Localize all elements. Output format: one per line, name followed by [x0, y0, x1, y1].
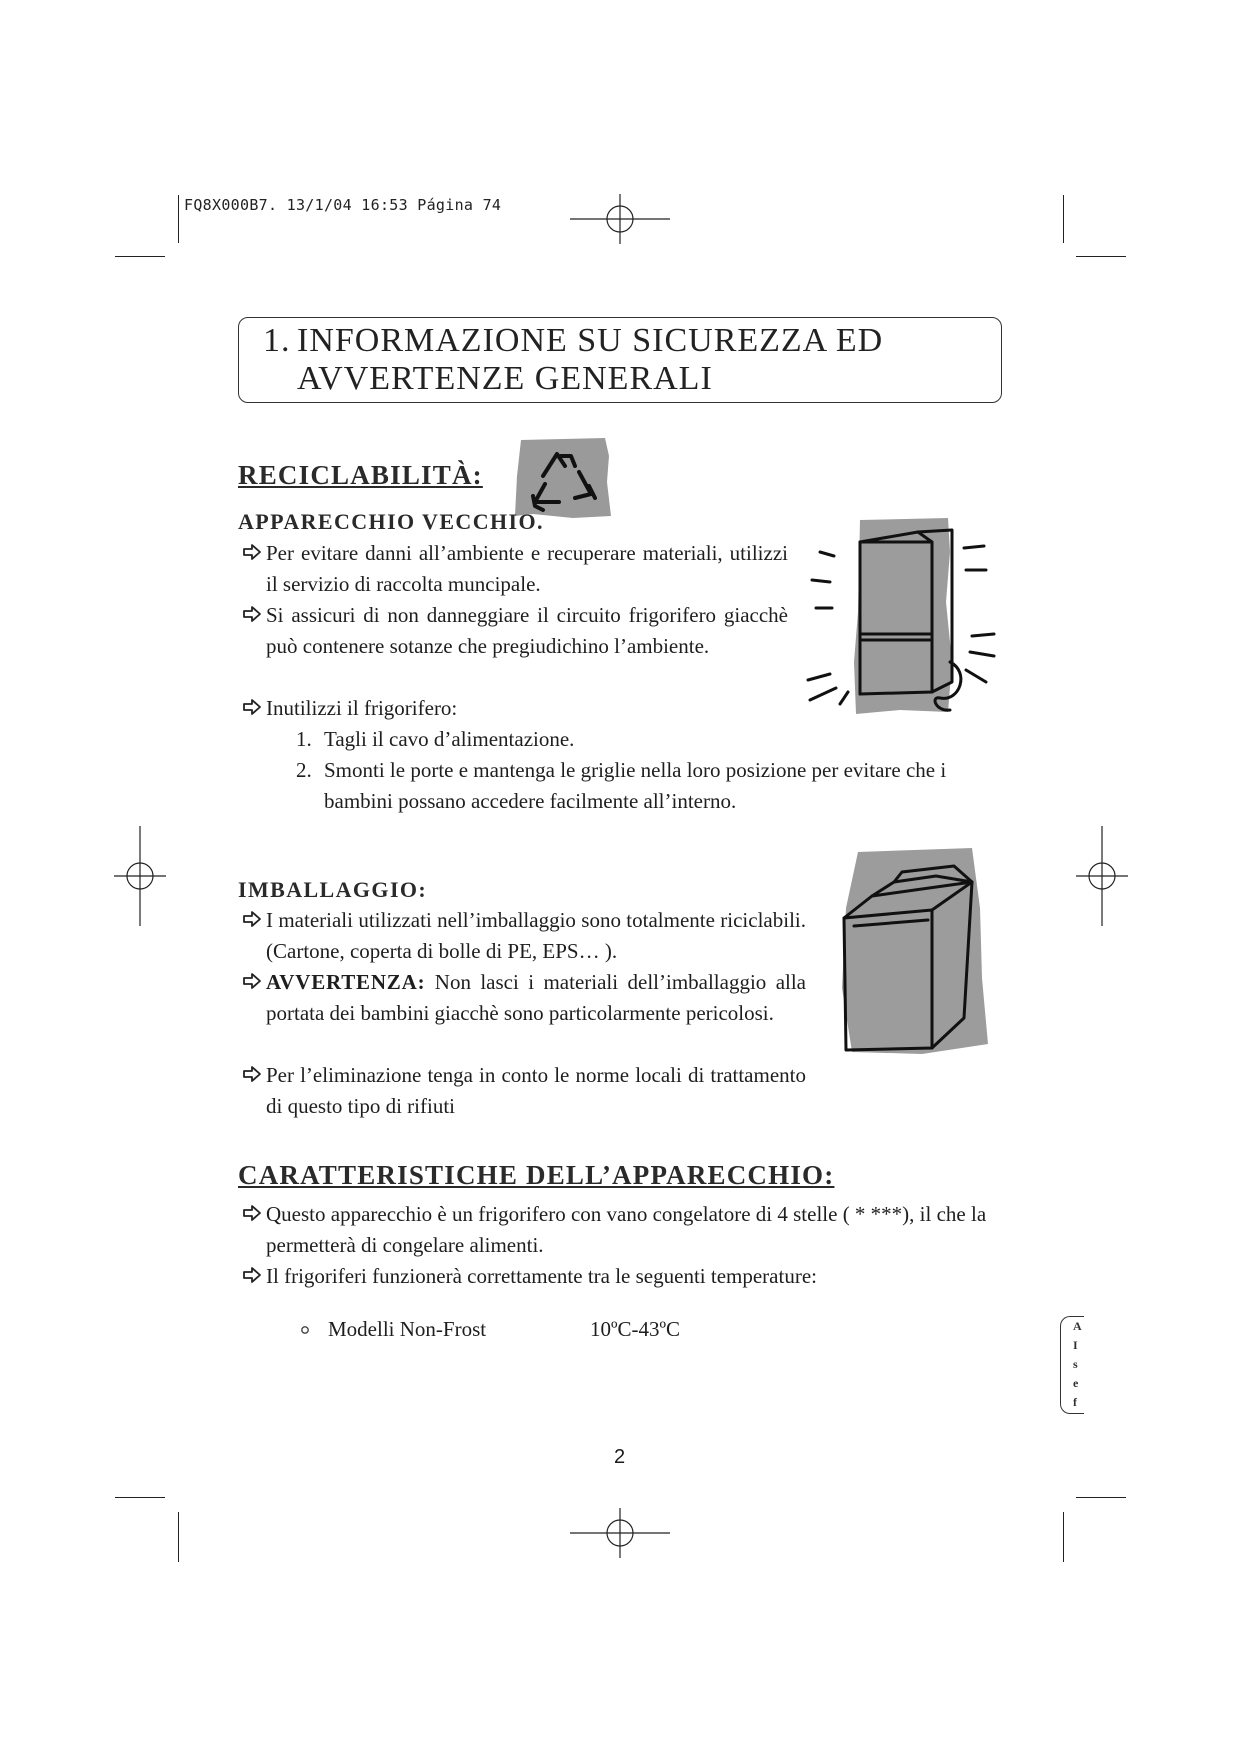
registration-mark-top [570, 194, 670, 244]
old-fridge-illustration [800, 512, 1010, 717]
subheading-apparecchio-vecchio: APPARECCHIO VECCHIO. [238, 509, 544, 534]
registration-mark-right [1076, 826, 1128, 926]
arrow-bullet-icon [238, 606, 266, 622]
print-header: FQ8X000B7. 13/1/04 16:53 Página 74 [184, 196, 502, 214]
small-bullet-icon [300, 1324, 328, 1336]
arrow-bullet-icon [238, 1267, 266, 1283]
arrow-bullet-icon [238, 973, 266, 989]
side-tab: A I s e f [1060, 1316, 1084, 1414]
registration-mark-left [114, 826, 166, 926]
warning-label: AVVERTENZA: [266, 970, 426, 994]
title-box [238, 317, 1002, 403]
arrow-bullet-icon [238, 1205, 266, 1221]
packaging-box-illustration [832, 848, 988, 1058]
page-number: 2 [614, 1446, 626, 1468]
list-item: I materiali utilizzati nell’imballaggio sono totalmente riciclabili. (Cartone, coperta di bolle di PE, EPS… ). [238, 905, 806, 967]
arrow-bullet-icon [238, 699, 266, 715]
recycle-icon [513, 436, 613, 520]
list-item: AVVERTENZA: Non lasci i materiali dell’imballaggio alla portata dei bambini giacchè sono particolarmente pericolosi. [238, 967, 806, 1029]
section-heading-caratteristiche: CARATTERISTICHE DELL’APPARECCHIO: [238, 1160, 835, 1190]
section-heading-reciclabilita: RECICLABILITÀ: [238, 460, 483, 490]
list-item: Inutilizzi il frigorifero: [238, 693, 788, 724]
page-title: 1. INFORMAZIONE SU SICUREZZA ED AVVERTENZE GENERALI [263, 322, 884, 397]
temperature-row [300, 1314, 680, 1345]
list-item: Per l’eliminazione tenga in conto le norme locali di trattamento di questo tipo di rifiuti [238, 1060, 806, 1122]
subheading-imballaggio: IMBALLAGGIO: [238, 877, 428, 902]
list-item: Questo apparecchio è un frigorifero con vano congelatore di 4 stelle ( * ***), il che la permetterà di congelare alimenti. [238, 1199, 1008, 1261]
arrow-bullet-icon [238, 911, 266, 927]
registration-mark-bottom [570, 1508, 670, 1558]
arrow-bullet-icon [238, 1066, 266, 1082]
numbered-step: 2. Smonti le porte e mantenga le griglie nella loro posizione per evitare che i bambini possano accedere facilmente all’interno. [296, 758, 947, 813]
list-item: Il frigoriferi funzionerà correttamente tra le seguenti temperature: [238, 1261, 1008, 1292]
list-item: Si assicuri di non danneggiare il circuito frigorifero giacchè può contenere sotanze che pregiudichino l’ambiente. [238, 600, 788, 662]
list-item: Per evitare danni all’ambiente e recuperare materiali, utilizzi il servizio di raccolta muncipale. [238, 538, 788, 600]
temperature-range: 10ºC-43ºC [590, 1317, 681, 1341]
model-name: Modelli Non-Frost [328, 1317, 487, 1341]
numbered-step: 1. Tagli il cavo d’alimentazione. [296, 727, 575, 751]
arrow-bullet-icon [238, 544, 266, 560]
